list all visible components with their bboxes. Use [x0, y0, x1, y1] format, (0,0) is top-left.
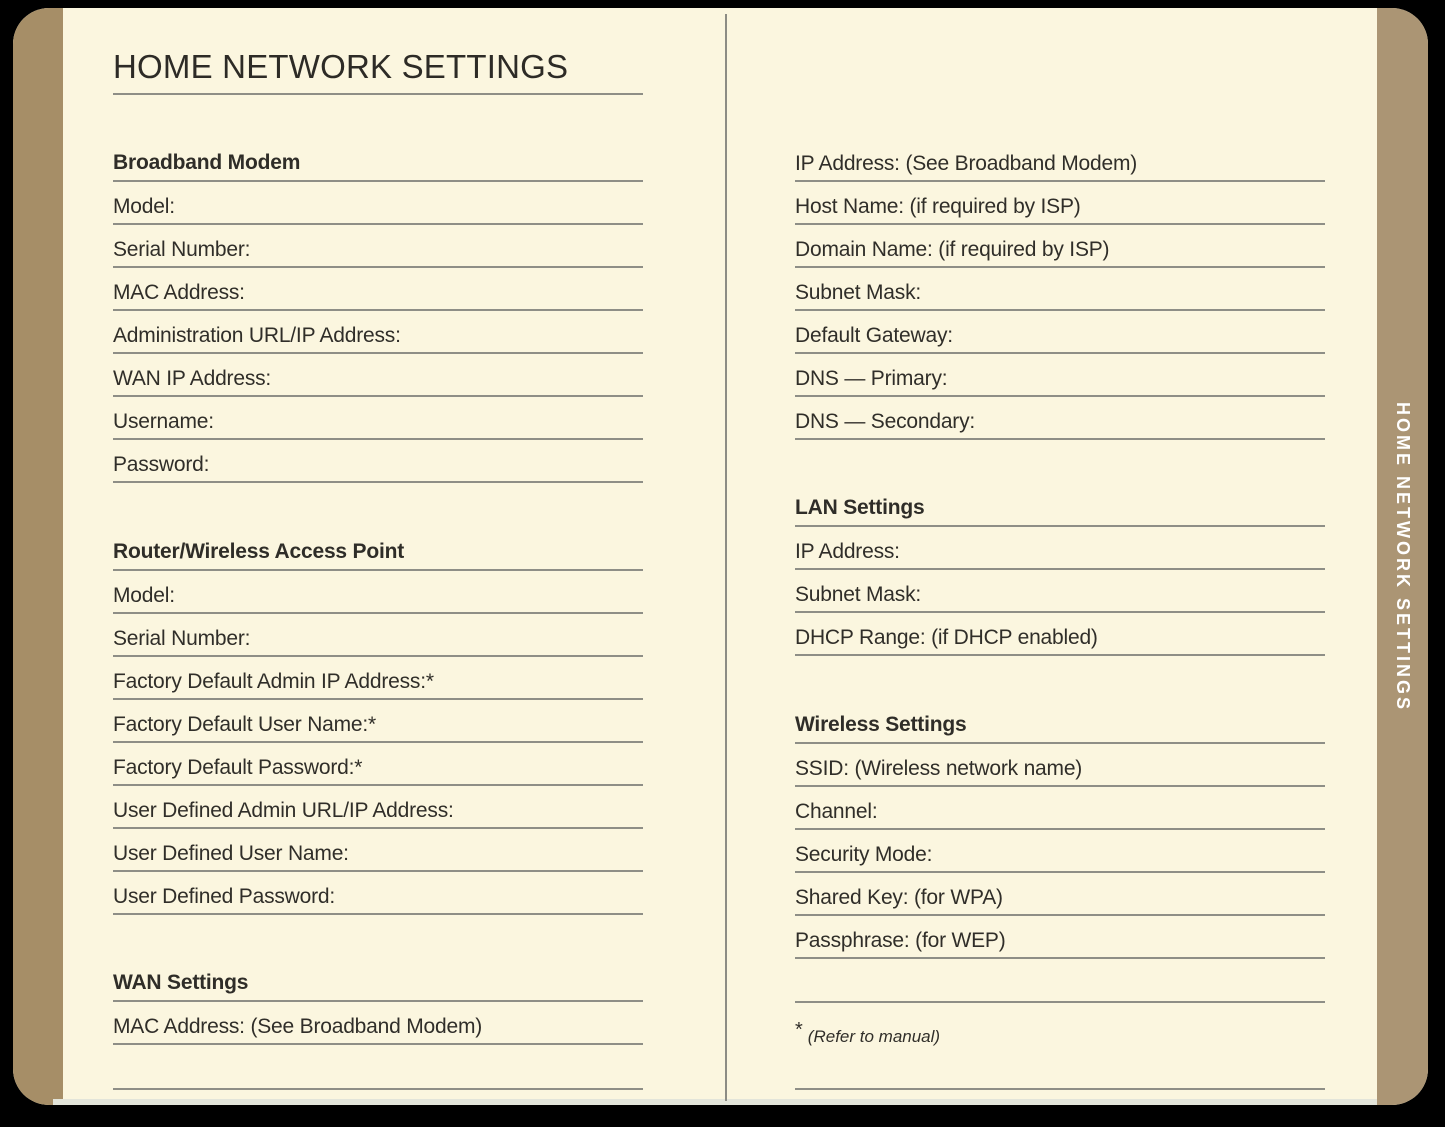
field-label: MAC Address: (See Broadband Modem): [113, 1015, 483, 1038]
field-wan-default-gateway: [795, 311, 1325, 354]
blank-write-line: [113, 1045, 643, 1090]
field-label: Administration URL/IP Address:: [113, 324, 401, 347]
blank-write-line: [795, 959, 1325, 1003]
field-wan-dns-secondary: [795, 397, 1325, 440]
footnote-text: (Refer to manual): [807, 1027, 941, 1046]
section-heading-label: WAN Settings: [113, 971, 249, 994]
field-rt-model: [113, 571, 643, 614]
field-rt-factory-password: [113, 743, 643, 786]
field-wan-domain-name: [795, 225, 1325, 268]
section-heading-wan-settings: [113, 915, 643, 1002]
field-label: Domain Name: (if required by ISP): [795, 238, 1110, 261]
field-bm-model: [113, 182, 643, 225]
field-label: Factory Default Admin IP Address:*: [113, 670, 434, 693]
field-label: Password:: [113, 453, 210, 476]
field-label: IP Address:: [795, 540, 900, 563]
section-heading-wireless-settings: [795, 656, 1325, 744]
field-label: Subnet Mask:: [795, 583, 921, 606]
field-label: Default Gateway:: [795, 324, 953, 347]
field-wl-channel: [795, 787, 1325, 830]
field-label: SSID: (Wireless network name): [795, 757, 1083, 780]
field-label: Serial Number:: [113, 238, 251, 261]
field-wl-passphrase: [795, 916, 1325, 959]
field-bm-mac-address: [113, 268, 643, 311]
field-bm-wan-ip: [113, 354, 643, 397]
field-wan-subnet-mask: [795, 268, 1325, 311]
section-heading-label: LAN Settings: [795, 496, 925, 519]
page-title: HOME NETWORK SETTINGS: [113, 48, 569, 85]
field-lan-subnet-mask: [795, 570, 1325, 613]
field-label: MAC Address:: [113, 281, 245, 304]
field-label: Serial Number:: [113, 627, 251, 650]
field-wan-host-name: [795, 182, 1325, 225]
field-wl-ssid: [795, 744, 1325, 787]
field-bm-serial-number: [113, 225, 643, 268]
page-title-row: [113, 8, 643, 95]
field-rt-serial-number: [113, 614, 643, 657]
field-label: DHCP Range: (if DHCP enabled): [795, 626, 1098, 649]
left-spine: [13, 8, 63, 1105]
field-wl-security-mode: [795, 830, 1325, 873]
field-label: WAN IP Address:: [113, 367, 272, 390]
field-label: Factory Default User Name:*: [113, 713, 377, 736]
section-heading-lan-settings: [795, 440, 1325, 527]
section-heading-router-wireless-access-point: [113, 483, 643, 571]
field-label: Host Name: (if required by ISP): [795, 195, 1081, 218]
field-wan-mac-address: [113, 1002, 643, 1045]
field-rt-factory-user-name: [113, 700, 643, 743]
footnote-row: [795, 1003, 1325, 1090]
right-page: [795, 8, 1325, 1090]
side-tab-home-network-settings: [1377, 8, 1428, 1105]
field-label: Model:: [113, 195, 175, 218]
field-label: Shared Key: (for WPA): [795, 886, 1003, 909]
field-wan-dns-primary: [795, 354, 1325, 397]
field-rt-user-admin-url-ip: [113, 786, 643, 829]
page-bottom-edge: [53, 1099, 1388, 1105]
section-heading-broadband-modem: [113, 95, 643, 182]
field-label: Passphrase: (for WEP): [795, 929, 1006, 952]
field-label: User Defined User Name:: [113, 842, 349, 865]
field-label: DNS — Secondary:: [795, 410, 976, 433]
section-heading-label: Router/Wireless Access Point: [113, 540, 405, 563]
field-lan-dhcp-range: [795, 613, 1325, 656]
field-bm-username: [113, 397, 643, 440]
side-tab-label: HOME NETWORK SETTINGS: [1393, 401, 1413, 712]
field-label: Channel:: [795, 800, 878, 823]
field-label: User Defined Admin URL/IP Address:: [113, 799, 454, 822]
field-rt-user-user-name: [113, 829, 643, 872]
section-heading-label: Broadband Modem: [113, 151, 301, 174]
footnote-asterisk: *: [795, 1019, 803, 1041]
notebook-page-spread: [13, 8, 1428, 1105]
field-label: User Defined Password:: [113, 885, 336, 908]
field-rt-user-password: [113, 872, 643, 915]
section-heading-label: Wireless Settings: [795, 713, 967, 736]
page-divider: [725, 14, 727, 1101]
field-label: Factory Default Password:*: [113, 756, 363, 779]
field-label: Subnet Mask:: [795, 281, 921, 304]
field-label: Model:: [113, 584, 175, 607]
field-rt-factory-admin-ip: [113, 657, 643, 700]
field-label: DNS — Primary:: [795, 367, 948, 390]
field-label: IP Address: (See Broadband Modem): [795, 152, 1138, 175]
field-label: Username:: [113, 410, 214, 433]
field-wan-ip-address: [795, 139, 1325, 182]
field-wl-shared-key: [795, 873, 1325, 916]
field-bm-password: [113, 440, 643, 483]
field-lan-ip-address: [795, 527, 1325, 570]
top-spacer: [795, 8, 1325, 139]
field-label: Security Mode:: [795, 843, 933, 866]
left-page: [113, 8, 643, 1090]
field-bm-admin-url-ip: [113, 311, 643, 354]
